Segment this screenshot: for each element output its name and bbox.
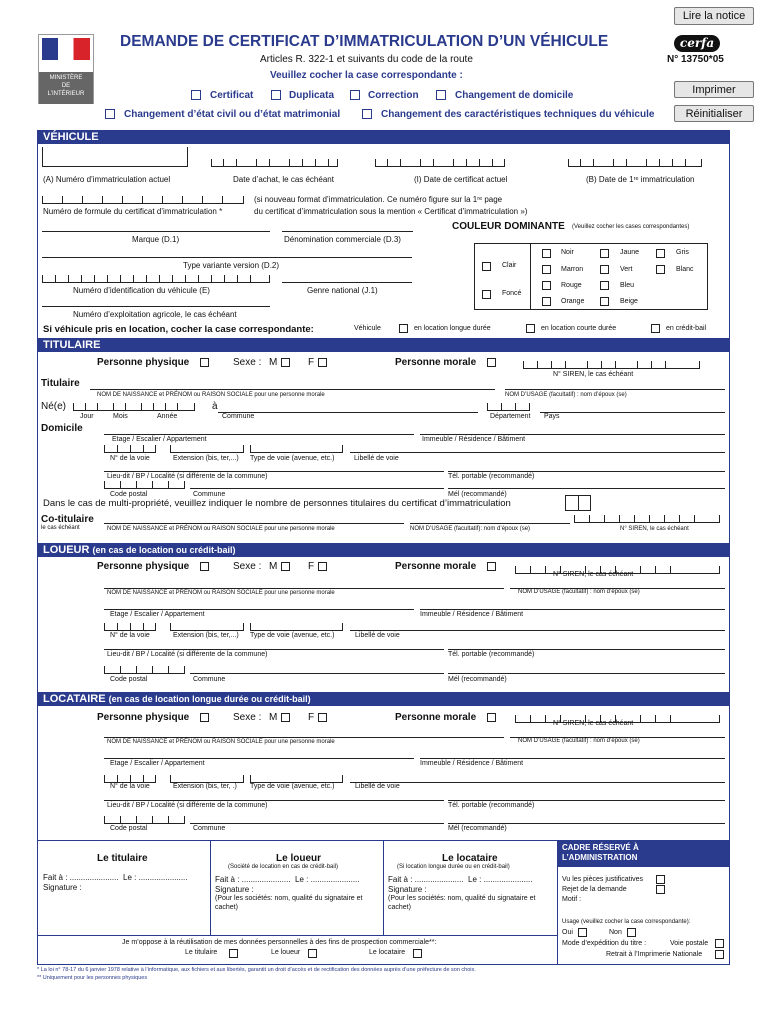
achat-date-input[interactable] (211, 155, 338, 167)
admin-retrait-checkbox[interactable] (715, 950, 724, 959)
domicile-label: Changement de domicile (455, 90, 574, 101)
t-typevoie-input[interactable] (250, 441, 343, 453)
c-extension-input[interactable] (170, 771, 244, 783)
orange-label: Orange (561, 298, 585, 305)
opp-locataire-checkbox[interactable] (413, 949, 422, 958)
type-variante-label: Type variante version (D.2) (183, 261, 280, 270)
sig-locataire-title: Le locataire (442, 853, 498, 864)
t-physique-label: Personne physique (97, 357, 190, 368)
t-voie-input[interactable] (104, 441, 156, 453)
titulaire-section-title: TITULAIRE (37, 338, 730, 352)
c-nom-input[interactable] (104, 724, 504, 738)
sig-locataire-note1: (Pour les sociétés: nom, qualité du signataire et (388, 895, 536, 902)
l-physique-checkbox[interactable] (200, 562, 209, 571)
t-co-usage-label: NOM D’USAGE (facultatif): nom d’époux (se) (410, 526, 531, 532)
achat-label: Date d’achat, le cas échéant (233, 175, 334, 184)
sig-loueur-note2: cachet) (215, 904, 238, 911)
t-commune2-label: Commune (193, 491, 226, 498)
t-mel-label: Mél (recommandé) (448, 491, 507, 498)
etat-civil-checkbox[interactable] (105, 109, 115, 119)
cerfa-number: N° 13750*05 (667, 54, 724, 65)
t-immeuble-label: Immeuble / Résidence / Bâtiment (422, 436, 526, 443)
t-libelle-input[interactable] (350, 439, 725, 453)
c-typevoie-input[interactable] (250, 771, 343, 783)
sig-loueur-title: Le loueur (276, 853, 322, 864)
c-f-label: F (308, 712, 315, 723)
cert-label: (I) Date de certificat actuel (414, 175, 508, 184)
jaune-label: Jaune (620, 249, 640, 256)
t-morale-checkbox[interactable] (487, 358, 496, 367)
clair-checkbox[interactable] (482, 262, 491, 271)
cerfa-logo: cerfa (674, 35, 720, 52)
vin-label: Numéro d’identification du véhicule (E) (73, 286, 210, 295)
certificat-checkbox[interactable] (191, 90, 201, 100)
c-voie-label: N° de la voie (110, 783, 150, 790)
admin-pieces-label: Vu les pièces justificatives (562, 876, 644, 883)
denomination-label: Dénomination commerciale (D.3) (284, 235, 401, 244)
c-lieudit-label: Lieu-dit / BP / Localité (si différente de la commune) (107, 802, 268, 809)
caracteristiques-label: Changement des caractéristiques techniques du véhicule (381, 109, 655, 120)
l-commune-input[interactable] (190, 660, 444, 674)
l-physique-label: Personne physique (97, 561, 190, 572)
sig-locataire-fait (388, 875, 533, 884)
t-voie-label: N° de la voie (110, 455, 150, 462)
blanc-checkbox[interactable] (656, 265, 665, 274)
l-lieudit-input[interactable] (104, 636, 444, 650)
couleur-box (474, 243, 708, 310)
l-libelle-input[interactable] (350, 617, 725, 631)
loueur-title: LOUEUR (43, 544, 90, 556)
etat-civil-label: Changement d’état civil ou d’état matrimonial (124, 109, 341, 120)
fonce-label: Foncé (502, 290, 522, 297)
l-extension-input[interactable] (170, 619, 244, 631)
form-title: DEMANDE DE CERTIFICAT D’IMMATRICULATION D’UN VÉHICULE (120, 33, 609, 50)
couleur-note: (Veuillez cocher les cases correspondantes) (572, 224, 690, 230)
ministry-line2: DE (61, 83, 71, 89)
type-variante-input[interactable] (42, 244, 412, 258)
t-co-siren-label: N° SIREN, le cas échéant (620, 526, 689, 532)
sig-locataire-note2: cachet) (388, 904, 411, 911)
gris-checkbox[interactable] (656, 249, 665, 258)
l-nom-label: NOM DE NAISSANCE et PRÉNOM ou RAISON SOCIALE pour une personne morale (107, 590, 335, 596)
t-departement-input[interactable] (487, 399, 530, 411)
t-ne-label: Né(e) (41, 401, 67, 412)
t-naissance-date-input[interactable] (73, 399, 195, 411)
l-f-checkbox[interactable] (318, 562, 327, 571)
t-lieudit-label: Lieu-dit / BP / Localité (si différente de la commune) (107, 473, 268, 480)
rouge-label: Rouge (561, 282, 582, 289)
l-m-checkbox[interactable] (281, 562, 290, 571)
l-etage-input[interactable] (104, 596, 414, 610)
ministry-logo (38, 34, 94, 104)
c-mel-input[interactable] (448, 810, 725, 824)
l-voie-label: N° de la voie (110, 632, 150, 639)
loueur-sub: (en cas de location ou crédit-bail) (92, 545, 236, 555)
l-usage-label: NOM D’USAGE (facultatif) : nom d’époux (se) (518, 589, 640, 595)
t-cp-input[interactable] (104, 477, 185, 489)
correction-checkbox[interactable] (350, 90, 360, 100)
t-libelle-label: Libellé de voie (354, 455, 399, 462)
t-commune-input[interactable] (218, 399, 478, 413)
sig-locataire-le-text: Le : ...................... (468, 875, 533, 884)
marque-label: Marque (D.1) (132, 235, 180, 244)
formule-input[interactable] (42, 192, 244, 204)
t-tel-input[interactable] (448, 458, 725, 472)
marron-checkbox[interactable] (542, 265, 551, 274)
bleu-label: Bleu (620, 282, 635, 289)
formule-label: Numéro de formule du certificat d’immatriculation * (43, 207, 223, 216)
c-m-label: M (269, 712, 278, 723)
articles-text: Articles R. 322-1 et suivants du code de la route (260, 54, 473, 65)
admin-non-checkbox[interactable] (627, 928, 636, 937)
l-siren-label: N° SIREN, le cas échéant (553, 571, 634, 578)
marron-label: Marron (561, 266, 584, 273)
t-commune-label: Commune (222, 413, 255, 420)
admin-postale-label: Voie postale (670, 940, 709, 947)
gris-label: Gris (676, 249, 689, 256)
l-typevoie-label: Type de voie (avenue, etc.) (250, 632, 335, 639)
admin-title2: L’ADMINISTRATION (562, 853, 638, 862)
c-libelle-label: Libellé de voie (355, 783, 400, 790)
clair-label: Clair (502, 262, 517, 269)
c-siren-label: N° SIREN, le cas échéant (553, 720, 634, 727)
sig-titulaire-title: Le titulaire (97, 853, 148, 864)
c-usage-input[interactable] (510, 724, 725, 738)
t-jour-label: Jour (80, 413, 94, 420)
l-f-label: F (308, 561, 315, 572)
locataire-section-title (37, 692, 730, 706)
opposition-text: Je m’oppose à la réutilisation de mes données personnelles à des fins de prospection commerciale**: (122, 939, 437, 946)
sig-loueur-fait-text: Fait à : ...................... (215, 875, 291, 884)
t-annee-label: Année (157, 413, 178, 420)
vert-checkbox[interactable] (600, 265, 609, 274)
opp-loueur-checkbox[interactable] (308, 949, 317, 958)
c-physique-checkbox[interactable] (200, 713, 209, 722)
sig-loueur-note1: (Pour les sociétés: nom, qualité du signataire et (215, 895, 363, 902)
beige-checkbox[interactable] (600, 297, 609, 306)
t-siren-label: N° SIREN, le cas échéant (553, 371, 634, 378)
t-co-nom-label: NOM DE NAISSANCE et PRÉNOM ou RAISON SOCIALE pour une personne morale (107, 526, 335, 532)
l-sexe-label: Sexe : (233, 561, 262, 572)
l-m-label: M (269, 561, 278, 572)
admin-pieces-checkbox[interactable] (656, 875, 665, 884)
l-extension-label: Extension (bis, ter,...) (173, 632, 239, 639)
c-m-checkbox[interactable] (281, 713, 290, 722)
l-cp-label: Code postal (110, 676, 148, 683)
c-tel-input[interactable] (448, 787, 725, 801)
l-mel-label: Mél (recommandé) (448, 676, 507, 683)
c-morale-checkbox[interactable] (487, 713, 496, 722)
l-typevoie-input[interactable] (250, 619, 343, 631)
t-physique-checkbox[interactable] (200, 358, 209, 367)
longue-duree-label: en location longue durée (414, 325, 491, 332)
admin-oui-checkbox[interactable] (578, 928, 587, 937)
l-tel-input[interactable] (448, 636, 725, 650)
correction-label: Correction (368, 90, 419, 101)
sig-titulaire-signature: Signature : (43, 883, 82, 892)
courte-duree-label: en location courte durée (541, 325, 617, 332)
t-typevoie-label: Type de voie (avenue, etc.) (250, 455, 335, 462)
location-vehicule-label: Véhicule (354, 325, 381, 332)
t-mel-input[interactable] (448, 475, 725, 489)
duplicata-label: Duplicata (289, 90, 335, 101)
c-cp-label: Code postal (110, 825, 148, 832)
locataire-title: LOCATAIRE (43, 693, 106, 705)
c-voie-input[interactable] (104, 771, 156, 783)
immat-label: (A) Numéro d’immatriculation actuel (43, 175, 171, 184)
c-etage-input[interactable] (104, 745, 414, 759)
cert-date-input[interactable] (375, 155, 505, 167)
formule-note-line1: (si nouveau format d’immatriculation. Ce numéro figure sur la 1ʳᵉ page (254, 195, 503, 204)
l-tel-label: Tél. portable (recommandé) (448, 651, 535, 658)
immat-input[interactable] (42, 147, 188, 167)
noir-checkbox[interactable] (542, 249, 551, 258)
duplicata-checkbox[interactable] (271, 90, 281, 100)
l-mel-input[interactable] (448, 660, 725, 674)
admin-non-label: Non (609, 929, 622, 936)
c-morale-label: Personne morale (395, 712, 477, 723)
t-f-label: F (308, 357, 315, 368)
domicile-checkbox[interactable] (436, 90, 446, 100)
caracteristiques-checkbox[interactable] (362, 109, 372, 119)
c-libelle-input[interactable] (350, 769, 725, 783)
l-immeuble-label: Immeuble / Résidence / Bâtiment (420, 611, 524, 618)
sig-locataire-fait-text: Fait à : ...................... (388, 875, 464, 884)
ministry-line3: L’INTÉRIEUR (47, 91, 85, 97)
locataire-sub: (en cas de location longue durée ou crédit-bail) (108, 694, 311, 704)
sig-titulaire-fait-text: Fait à : ...................... (43, 873, 119, 882)
admin-expedition-label: Mode d’expédition du titre : (562, 940, 647, 947)
first-immat-date-input[interactable] (568, 155, 702, 167)
courte-duree-checkbox[interactable] (526, 324, 535, 333)
ministry-line1: MINISTÈRE (49, 75, 83, 81)
l-cp-input[interactable] (104, 662, 185, 674)
sig-titulaire-le-text: Le : ...................... (123, 873, 188, 882)
agri-label: Numéro d’exploitation agricole, le cas échéant (73, 310, 237, 319)
t-nom-label: NOM DE NAISSANCE et PRÉNOM ou RAISON SOCIALE pour une personne morale (97, 392, 325, 398)
noir-label: Noir (561, 249, 574, 256)
instruction-text: Veuillez cocher la case correspondante : (270, 70, 463, 81)
couleur-title: COULEUR DOMINANTE (452, 221, 565, 232)
sig-loueur-le-text: Le : ...................... (295, 875, 360, 884)
t-usage-label: NOM D’USAGE (facultatif) : nom d’époux (se) (505, 392, 627, 398)
orange-checkbox[interactable] (542, 297, 551, 306)
admin-motif-label: Motif : (562, 896, 582, 903)
c-immeuble-label: Immeuble / Résidence / Bâtiment (420, 760, 524, 767)
c-etage-label: Etage / Escalier / Appartement (110, 760, 205, 767)
fonce-checkbox[interactable] (482, 290, 491, 299)
l-commune-label: Commune (193, 676, 226, 683)
admin-rejet-label: Rejet de la demande (562, 886, 627, 893)
beige-label: Beige (620, 298, 638, 305)
l-nom-input[interactable] (104, 575, 504, 589)
c-commune-label: Commune (193, 825, 226, 832)
t-sexe-label: Sexe : (233, 357, 262, 368)
location-question: Si véhicule pris en location, cocher la case correspondante: (43, 324, 314, 335)
t-nom-input[interactable] (90, 376, 495, 390)
t-f-checkbox[interactable] (318, 358, 327, 367)
t-etage-label: Etage / Escalier / Appartement (112, 436, 207, 443)
c-cp-input[interactable] (104, 812, 185, 824)
c-extension-label: Extension (bis, ter, .) (173, 783, 237, 790)
footnote-2: ** Uniquement pour les personnes physiques (37, 975, 148, 981)
t-cp-label: Code postal (110, 491, 148, 498)
t-a-label: à (212, 401, 218, 412)
admin-retrait-label: Retrait à l’Imprimerie Nationale (606, 951, 703, 958)
marianne-emblem (42, 38, 90, 60)
admin-rejet-checkbox[interactable] (656, 885, 665, 894)
c-physique-label: Personne physique (97, 712, 190, 723)
c-commune-input[interactable] (190, 810, 444, 824)
bleu-checkbox[interactable] (600, 281, 609, 290)
t-etage-input[interactable] (104, 421, 414, 435)
l-usage-input[interactable] (510, 575, 725, 589)
t-mois-label: Mois (113, 413, 128, 420)
c-nom-label: NOM DE NAISSANCE et PRÉNOM ou RAISON SOCIALE pour une personne morale (107, 739, 335, 745)
opp-loueur-label: Le loueur (271, 949, 301, 956)
reset-button[interactable]: Réinitialiser (674, 105, 754, 122)
t-siren-input[interactable] (523, 357, 700, 369)
vin-input[interactable] (42, 271, 270, 283)
vert-label: Vert (620, 266, 633, 273)
agri-input[interactable] (42, 293, 270, 307)
t-usage-input[interactable] (505, 376, 725, 390)
opp-titulaire-checkbox[interactable] (229, 949, 238, 958)
certificat-label: Certificat (210, 90, 254, 101)
sig-titulaire-fait (43, 873, 188, 882)
t-cotitulaire-sub: le cas échéant (41, 525, 80, 531)
blanc-label: Blanc (676, 266, 694, 273)
admin-oui-label: Oui (562, 929, 573, 936)
t-co-usage-input[interactable] (410, 510, 570, 524)
l-immeuble-input[interactable] (420, 596, 725, 610)
t-titulaire-label: Titulaire (41, 378, 80, 389)
t-commune2-input[interactable] (190, 475, 444, 489)
t-multi-text: Dans le cas de multi-propriété, veuillez indiquer le nombre de personnes titulaires du certificat d’immatriculation (43, 498, 511, 509)
admin-title1: CADRE RÉSERVÉ À (562, 843, 639, 852)
t-m-checkbox[interactable] (281, 358, 290, 367)
l-lieudit-label: Lieu-dit / BP / Localité (si différente de la commune) (107, 651, 268, 658)
sig-loueur-sub: (Société de location en cas de crédit-bail) (228, 864, 339, 870)
print-button[interactable]: Imprimer (674, 81, 754, 98)
c-lieudit-input[interactable] (104, 787, 444, 801)
t-immeuble-input[interactable] (420, 421, 725, 435)
lire-notice-button[interactable]: Lire la notice (674, 7, 754, 25)
t-cotitulaire-label: Co-titulaire (41, 514, 94, 525)
genre-input[interactable] (282, 269, 412, 283)
c-usage-label: NOM D’USAGE (facultatif) : nom d’époux (se) (518, 738, 640, 744)
sig-locataire-signature: Signature : (388, 885, 427, 894)
c-immeuble-input[interactable] (420, 745, 725, 759)
genre-label: Genre national (J.1) (307, 286, 378, 295)
t-co-siren-input[interactable] (574, 511, 720, 523)
credit-bail-checkbox[interactable] (651, 324, 660, 333)
l-voie-input[interactable] (104, 619, 156, 631)
l-morale-label: Personne morale (395, 561, 477, 572)
t-co-nom-input[interactable] (104, 510, 404, 524)
admin-header (557, 840, 730, 867)
t-extension-label: Extension (bis, ter,...) (173, 455, 239, 462)
sig-loueur-fait (215, 875, 360, 884)
formule-note-line2: du certificat d’immatriculation sous la mention « Certificat d’immatriculation ») (254, 207, 528, 216)
admin-usage-label: Usage (veuillez cocher la case correspondante): (562, 919, 691, 925)
vehicule-section-title: VÉHICULE (37, 130, 730, 144)
c-tel-label: Tél. portable (recommandé) (448, 802, 535, 809)
t-lieudit-input[interactable] (104, 458, 444, 472)
marque-input[interactable] (42, 218, 270, 232)
t-morale-label: Personne morale (395, 357, 477, 368)
opp-titulaire-label: Le titulaire (185, 949, 218, 956)
t-m-label: M (269, 357, 278, 368)
t-domicile-label: Domicile (41, 423, 83, 434)
l-etage-label: Etage / Escalier / Appartement (110, 611, 205, 618)
t-tel-label: Tél. portable (recommandé) (448, 473, 535, 480)
jaune-checkbox[interactable] (600, 249, 609, 258)
l-libelle-label: Libellé de voie (355, 632, 400, 639)
credit-bail-label: en crédit-bail (666, 325, 707, 332)
loueur-section-title (37, 543, 730, 557)
l-morale-checkbox[interactable] (487, 562, 496, 571)
c-f-checkbox[interactable] (318, 713, 327, 722)
t-departement-label: Département (490, 413, 531, 420)
c-typevoie-label: Type de voie (avenue, etc.) (250, 783, 335, 790)
opp-locataire-label: Le locataire (369, 949, 406, 956)
c-mel-label: Mél (recommandé) (448, 825, 507, 832)
t-pays-label: Pays (544, 413, 560, 420)
first-immat-label: (B) Date de 1ʳᵉ immatriculation (586, 175, 695, 184)
sig-loueur-signature: Signature : (215, 885, 254, 894)
admin-postale-checkbox[interactable] (715, 939, 724, 948)
rouge-checkbox[interactable] (542, 281, 551, 290)
longue-duree-checkbox[interactable] (399, 324, 408, 333)
sig-locataire-sub: (Si location longue durée ou en crédit-bail) (397, 864, 510, 870)
denomination-input[interactable] (282, 218, 413, 232)
footnote-1: * La loi n° 78-17 du 6 janvier 1978 relative à l’informatique, aux fichiers et aux libertés, garantit un droit d’accès et de rectification des données auprès d’une préfecture de son choix. (37, 967, 476, 973)
c-sexe-label: Sexe : (233, 712, 262, 723)
t-pays-input[interactable] (540, 399, 725, 413)
t-extension-input[interactable] (170, 441, 244, 453)
